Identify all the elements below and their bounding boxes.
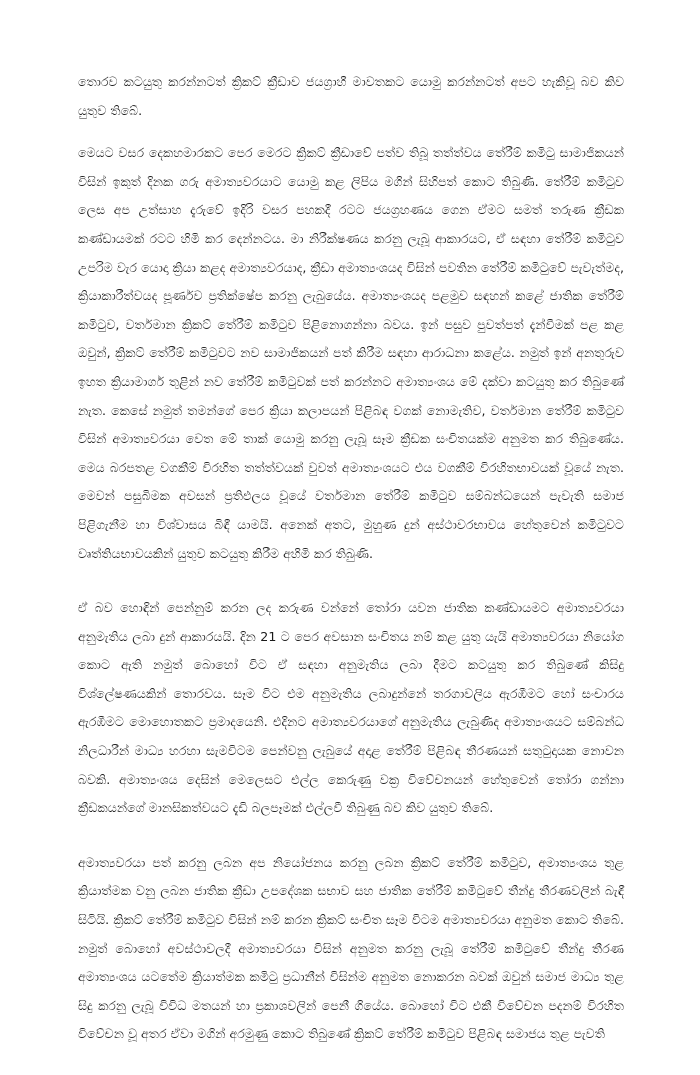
document-page (78, 68, 624, 1075)
paragraph-1: තොරව කටයුතු කරන්නටත් ක්‍රිකට් ක්‍රීඩාව ජයග්‍රාහී මාවතකට යොමු කරන්නටත් අපට හැකිවූ බව කිව යුතුව තිබේ. (78, 74, 624, 118)
paragraph-4: අමාත්‍යවරයා පත් කරනු ලබන අප නියෝජනය කරනු ලබන ක්‍රිකට් තේරීම් කමිටුව, අමාත්‍යංශය තුළ ක්‍රියාත්මක වනු ලබන ජාතික ක්‍රීඩා උපදේශක සභාව සහ ජාතික තේරීම් කමිටුවේ තීන්දු තීරණවලින් බැඳී සිටියි. ක්‍රිකට් තේරීම් කමිටුව විසින් නම් කරන ක්‍රිකට් සංචිත සෑම විටම අමාත්‍යවරයා අනුමත කොට තිබේ. නමුත් බොහෝ අවස්ථාවලදී අමාත්‍යවරයා විසින් අනුමත කරනු ලැබූ තේරීම් කමිටුවේ තීන්දු තීරණ අමාත්‍යංශය යටතේම ක්‍රියාත්මක කමිටු ප්‍රධානීන් විසින්ම අනුමත නොකරන බවක් ඔවුන් සමාජ මාධ්‍ය තුළ සිදු කරනු ලැබූ විවිධ මතයන් හා ප්‍රකාශවලින් පෙනී ගියේය. බොහෝ විට එකී විවේචන පදනම් විරහිත විවේචන වූ අතර ඒවා මගින් අරමුණු කොට තිබුණේ ක්‍රිකට් තේරීම් කමිටුව පිළිබඳ සමාජය තුළ පැවති (78, 854, 624, 1042)
paragraph-2: මෙයට වසර දෙකහමාරකට පෙර මෙරට ක්‍රිකට් ක්‍රීඩාවේ පත්ව තිබූ තත්ත්වය තේරීම් කමිටු සාමාජිකයන් විසින් ඉකුත් දිනක ගරු අමාත්‍යවරයාට යොමු කළ ලිපිය මගින් සිහිපත් කොට තිබුණි. තේරීම් කමිටුව ලෙස අප උත්සාහ දැරුවේ ඉදිරි වසර පහකදී රටට ජයග්‍රහණය ගෙන ඒමට සමත් තරුණ ක්‍රීඩක කණ්ඩායමක් රටට හිමි කර දෙන්නටය. මා නිරීක්ෂණය කරනු ලැබූ ආකාරයට, ඒ සඳහා තේරීම් කමිටුව උපරිම වැර යොදා ක්‍රියා කළද අමාත්‍යවරයාද, ක්‍රීඩා අමාත්‍යංශයද විසින් පවතින තේරීම් කමිටුවේ පැවැත්මද, ක්‍රියාකාරීත්වයද පූර්ණව ප්‍රතික්ෂේප කරනු ලැබුයේය. අමාත්‍යංශයද පළමුව සඳහන් කළේ ජාතික තේරීම් කමිටුව, වර්තමාන ක්‍රිකට් තේරීම් කමිටුව පිළිනොගන්නා බවය. ඉන් පසුව පුවත්පත් දැන්වීමක් පළ කළ ඔවුන්, ක්‍රිකට් තේරීම් කමිටුවට නව සාමාජිකයන් පත් කිරීම සඳහා ආරාධනා කළේය. නමුත් ඉන් අනතුරුව ඉහත ක්‍රියාමාර්ග තුළින් නව තේරීම් කමිටුවක් පත් කරන්නට අමාත්‍යංශය මේ දක්වා කටයුතු කර තිබුණේ නැත. කෙසේ නමුත් තමන්ගේ පෙර ක්‍රියා කලාපයන් පිළිබඳ වගක් නොමැතිව, වර්තමාන තේරීම් කමිටුව විසින් අමාත්‍යවරයා වෙත මේ තාක් යොමු කරනු ලැබූ සෑම ක්‍රීඩක සංචිතයක්ම අනුමත කර තිබුණේය. මෙය බරපතළ වගකීම් විරහිත තත්ත්වයක් වුවත් අමාත්‍යංශයට එය වගකීම් විරහිතභාවයක් වූයේ නැත. මෙවන් පසුබිමක අවසන් ප්‍රතිඵලය වූයේ වර්තමාන තේරීම් කමිටුව සම්බන්ධයෙන් පැවැති සමාජ පිළිගැනීම හා විශ්වාසය බිඳී යාමයි. අනෙක් අතට, මුහුණ දුන් අස්ථාවරභාවය හේතුවෙන් කමිටුවට වෘත්තියභාවයකින් යුතුව කටයුතු කිරීම අහිමි කර තිබුණි. (78, 145, 624, 561)
paragraph-3: ඒ බව හොඳින් පෙන්නුම් කරන ලද කරුණ වන්නේ තෝරා යවන ජාතික කණ්ඩායමට අමාත්‍යවරයා අනුමැතිය ලබා දුන් ආකාරයයි. දින 21 ට පෙර අවසාන සංචිතය නම් කළ යුතු යැයි අමාත්‍යවරයා නියෝග කොට ඇති නමුත් බොහෝ විට ඒ සඳහා අනුමැතිය ලබා දීමට කටයුතු කර තිබුණේ කිසිදු විශ්ලේෂණයකින් තොරවය. සෑම විට එම අනුමැතිය ලබාදුන්නේ තරගාවලිය ඇරඹීමට හෝ සංචාරය ඇරඹීමට මොහොතකට ප්‍රමාදයෙනි. එදිනට අමාත්‍යවරයාගේ අනුමැතිය ලැබුණිද අමාත්‍යංශයට සම්බන්ධ නිලධාරීන් මාධ්‍ය හරහා සැමවිටම පෙන්වනු ලැබුයේ අදාළ තේරීම් පිළිබඳ තීරණයන් සතුටුදායක නොවන බවකි. අමාත්‍යංශය දෙසින් මෙලෙසට එල්ල කෙරුණු වක්‍ර විවේචනයන් හේතුවෙන් තෝරා ගන්නා ක්‍රීඩකයන්ගේ මානසිකත්වයට දැඩි බලපෑමක් එල්ලවී තිබුණු බව කිව යුතුව තිබේ. (78, 600, 624, 816)
